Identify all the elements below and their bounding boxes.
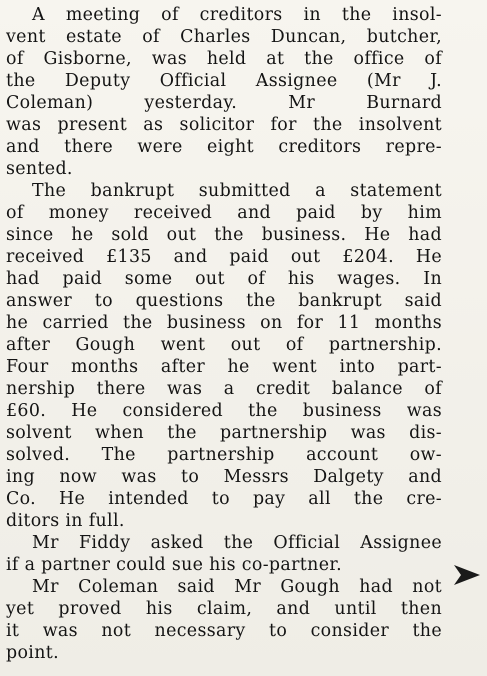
paragraph-statement bbox=[6, 180, 442, 532]
article-line: received £135 and paid out £204. He bbox=[6, 247, 442, 267]
article-line: sented. bbox=[6, 159, 73, 179]
article-body bbox=[6, 4, 442, 664]
article-line: it was not necessary to consider the bbox=[6, 621, 442, 641]
article-line: nership there was a credit balance of bbox=[6, 379, 442, 399]
article-line: Coleman) yesterday. Mr Burnard bbox=[6, 93, 442, 113]
article-line: The bankrupt submitted a statement bbox=[32, 181, 442, 201]
article-line: ditors in full. bbox=[6, 511, 125, 531]
article-line: £60. He considered the business was bbox=[6, 401, 442, 421]
paragraph-coleman-reply bbox=[6, 576, 442, 664]
article-line: yet proved his claim, and until then bbox=[6, 599, 442, 619]
article-line: of money received and paid by him bbox=[6, 203, 442, 223]
article-line: ing now was to Messrs Dalgety and bbox=[6, 467, 442, 487]
article-line: had paid some out of his wages. In bbox=[6, 269, 442, 289]
article-line: A meeting of creditors in the insol- bbox=[32, 5, 442, 25]
article-line: of Gisborne, was held at the office of bbox=[6, 49, 442, 69]
article-line: point. bbox=[6, 643, 59, 663]
margin-pointer-icon bbox=[452, 563, 482, 587]
paragraph-fiddy-question bbox=[6, 532, 442, 576]
article-line: solved. The partnership account ow- bbox=[6, 445, 442, 465]
article-line: Four months after he went into part- bbox=[6, 357, 442, 377]
article-line: Mr Coleman said Mr Gough had not bbox=[32, 577, 442, 597]
article-line: since he sold out the business. He had bbox=[6, 225, 442, 245]
paragraph-meeting bbox=[6, 4, 442, 180]
article-line: Mr Fiddy asked the Official Assignee bbox=[32, 533, 442, 553]
article-line: and there were eight creditors repre- bbox=[6, 137, 442, 157]
article-line: solvent when the partnership was dis- bbox=[6, 423, 442, 443]
article-line: he carried the business on for 11 months bbox=[6, 313, 442, 333]
article-line: if a partner could sue his co-partner. bbox=[6, 555, 342, 575]
article-line: after Gough went out of partnership. bbox=[6, 335, 442, 355]
article-line: vent estate of Charles Duncan, butcher, bbox=[6, 27, 442, 47]
article-line: the Deputy Official Assignee (Mr J. bbox=[6, 71, 442, 91]
article-line: Co. He intended to pay all the cre- bbox=[6, 489, 442, 509]
article-line: was present as solicitor for the insolvent bbox=[6, 115, 442, 135]
article-line: answer to questions the bankrupt said bbox=[6, 291, 442, 311]
